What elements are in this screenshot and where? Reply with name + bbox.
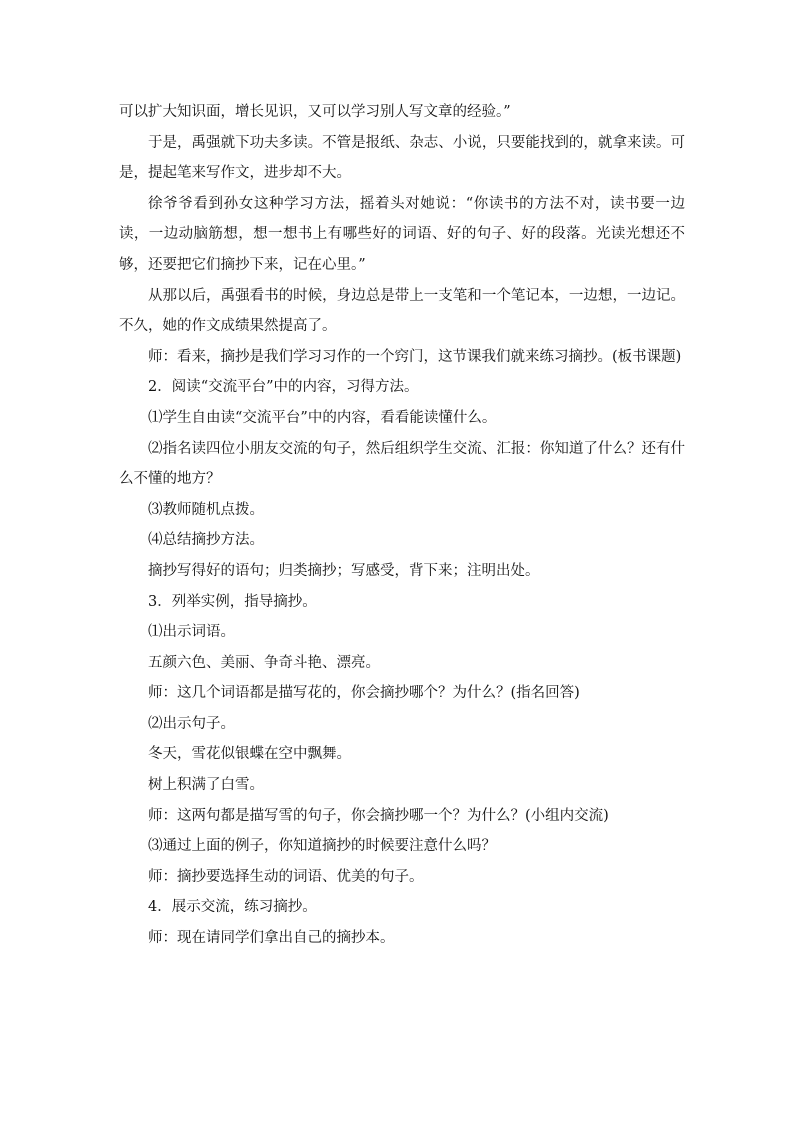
paragraph: 师：这两句都是描写雪的句子，你会摘抄哪一个？为什么？(小组内交流) xyxy=(148,807,609,824)
list-item: ⑴学生自由读“交流平台”中的内容，看看能读懂什么。 xyxy=(148,409,497,426)
paragraph: 冬天，雪花似银蝶在空中飘舞。 xyxy=(148,746,351,763)
paragraph: 师：这几个词语都是描写花的，你会摘抄哪个？为什么？(指名回答) xyxy=(148,685,580,702)
list-item: ⑶教师随机点拨。 xyxy=(148,501,264,518)
paragraph: 五颜六色、美丽、争奇斗艳、漂亮。 xyxy=(148,654,380,671)
list-item: ⑶通过上面的例子，你知道摘抄的时候要注意什么吗？ xyxy=(148,838,496,855)
paragraph: 师：看来，摘抄是我们学习习作的一个窍门，这节课我们就来练习摘抄。(板书课题) xyxy=(148,348,682,365)
section-heading: 3．列举实例，指导摘抄。 xyxy=(148,593,317,610)
paragraph: 师：摘抄要选择生动的词语、优美的句子。 xyxy=(148,868,424,885)
section-heading: 4．展示交流，练习摘抄。 xyxy=(148,899,317,916)
paragraph: 师：现在请同学们拿出自己的摘抄本。 xyxy=(148,930,395,947)
paragraph: 树上积满了白雪。 xyxy=(148,777,264,794)
section-heading: 2．阅读“交流平台”中的内容，习得方法。 xyxy=(148,379,419,396)
list-item: ⑷总结摘抄方法。 xyxy=(148,532,264,549)
paragraph: 可以扩大知识面，增长见识，又可以学习别人写文章的经验。” xyxy=(119,104,511,120)
paragraph: 从那以后，禹强看书的时候，身边总是带上一支笔和一个笔记本，一边想，一边记。不久，她的作文成绩果然提高了。 xyxy=(119,287,685,335)
paragraph: 摘抄写得好的语句；归类摘抄；写感受，背下来；注明出处。 xyxy=(148,562,540,579)
list-item: ⑵出示句子。 xyxy=(148,715,235,732)
list-item: ⑴出示词语。 xyxy=(148,624,235,641)
document-body xyxy=(119,97,685,954)
list-item: ⑵指名读四位小朋友交流的句子，然后组织学生交流、汇报：你知道了什么？还有什么不懂的地方？ xyxy=(119,440,685,488)
paragraph: 于是，禹强就下功夫多读。不管是报纸、杂志、小说，只要能找到的，就拿来读。可是，提起笔来写作文，进步却不大。 xyxy=(119,134,685,182)
paragraph: 徐爷爷看到孙女这种学习方法，摇着头对她说：“你读书的方法不对，读书要一边读，一边动脑筋想，想一想书上有哪些好的词语、好的句子、好的段落。光读光想还不够，还要把它们摘抄下来，记在心里。” xyxy=(119,195,685,273)
